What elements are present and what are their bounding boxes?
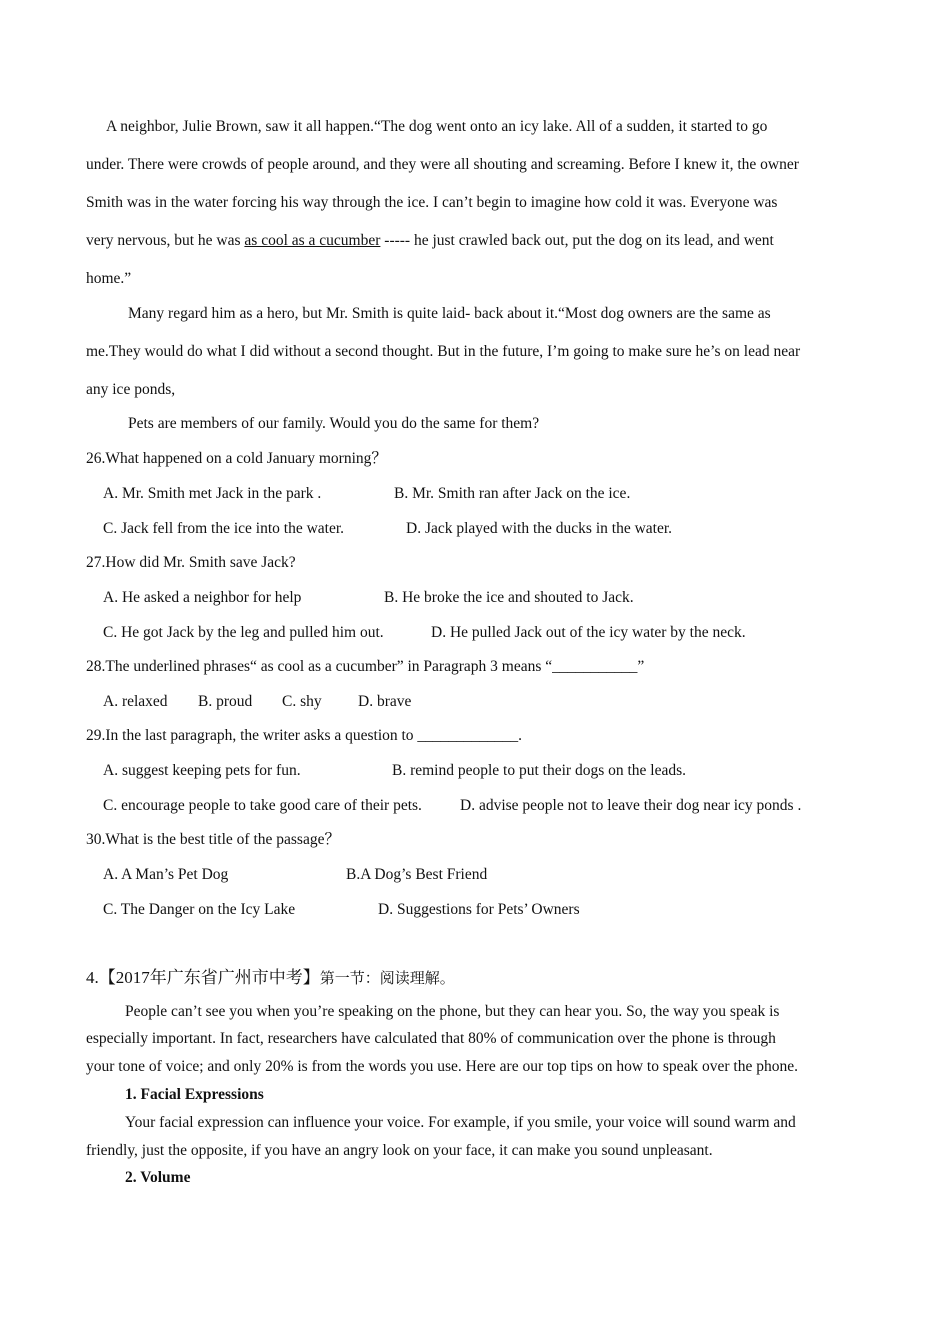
paragraph-line: especially important. In fact, researchers have calculated that 80% of communication over the phone is through	[86, 1030, 776, 1047]
paragraph-line	[86, 231, 774, 251]
option-c: C. encourage people to take good care of their pets.	[103, 797, 422, 814]
option-c: C. He got Jack by the leg and pulled him out.	[103, 624, 384, 641]
option-d: D. He pulled Jack out of the icy water by the neck.	[431, 624, 746, 641]
option-a: A. relaxed	[103, 693, 168, 710]
option-d: D. brave	[358, 693, 412, 710]
option-a: A. He asked a neighbor for help	[103, 589, 302, 606]
paragraph-line: friendly, just the opposite, if you have an angry look on your face, it can make you sound unpleasant.	[86, 1142, 713, 1159]
option-c: C. The Danger on the Icy Lake	[103, 901, 296, 918]
paragraph-line: Many regard him as a hero, but Mr. Smith is quite laid- back about it.“Most dog owners are the same as	[128, 305, 771, 322]
text-span: ----- he just crawled back out, put the dog on its lead, and went	[380, 232, 774, 249]
option-b: B.A Dog’s Best Friend	[346, 866, 488, 883]
option-b: B. He broke the ice and shouted to Jack.	[384, 589, 634, 606]
option-d: D. advise people not to leave their dog near icy ponds .	[460, 797, 802, 814]
paragraph-line: home.”	[86, 270, 132, 287]
question-27: 27.How did Mr. Smith save Jack?	[86, 554, 296, 571]
option-b: B. proud	[198, 693, 253, 710]
paragraph-line: Smith was in the water forcing his way through the ice. I can’t begin to imagine how cold it was. Everyone was	[86, 194, 778, 211]
section-number: 4.	[86, 968, 99, 987]
question-30: 30.What is the best title of the passage？	[86, 831, 340, 848]
question-28: 28.The underlined phrases“ as cool as a cucumber” in Paragraph 3 means “___________”	[86, 658, 645, 675]
option-a: A. suggest keeping pets for fun.	[103, 762, 301, 779]
paragraph-line: Pets are members of our family. Would you do the same for them?	[128, 415, 540, 432]
option-d: D. Suggestions for Pets’ Owners	[378, 901, 580, 918]
paragraph-line: under. There were crowds of people around, and they were all shouting and screaming. Before I knew it, the owner	[86, 156, 799, 173]
paragraph-line: A neighbor, Julie Brown, saw it all happen.“The dog went onto an icy lake. All of a sudden, it started to go	[106, 118, 768, 135]
question-29: 29.In the last paragraph, the writer asks a question to _____________.	[86, 727, 523, 744]
section-part: 第一节：阅读理解。	[319, 971, 455, 987]
question-26: 26.What happened on a cold January morning？	[86, 450, 387, 467]
option-c: C. Jack fell from the ice into the water.	[103, 520, 345, 537]
tip-title: 2. Volume	[125, 1169, 191, 1186]
paragraph-line: any ice ponds,	[86, 381, 176, 398]
paragraph-line: People can’t see you when you’re speaking on the phone, but they can hear you. So, the way you speak is	[125, 1003, 780, 1020]
paragraph-line: Your facial expression can influence your voice. For example, if you smile, your voice will sound warm and	[125, 1114, 796, 1131]
text-span: very nervous, but he was	[86, 232, 245, 249]
section-source: 【2017年广东省广州市中考】	[98, 968, 320, 987]
paragraph-line: your tone of voice; and only 20% is from the words you use. Here are our top tips on how to speak over the phone.	[86, 1058, 798, 1075]
option-b: B. Mr. Smith ran after Jack on the ice.	[394, 485, 631, 502]
option-b: B. remind people to put their dogs on the leads.	[392, 762, 687, 779]
option-a: A. Mr. Smith met Jack in the park .	[103, 485, 322, 502]
option-c: C. shy	[282, 693, 322, 710]
option-a: A. A Man’s Pet Dog	[103, 866, 229, 883]
paragraph-line: me.They would do what I did without a second thought. But in the future, I’m going to make sure he’s on lead near	[86, 343, 801, 360]
section-heading	[86, 968, 455, 989]
underlined-phrase: as cool as a cucumber	[244, 232, 381, 249]
option-d: D. Jack played with the ducks in the water.	[406, 520, 673, 537]
tip-title: 1. Facial Expressions	[125, 1086, 264, 1103]
